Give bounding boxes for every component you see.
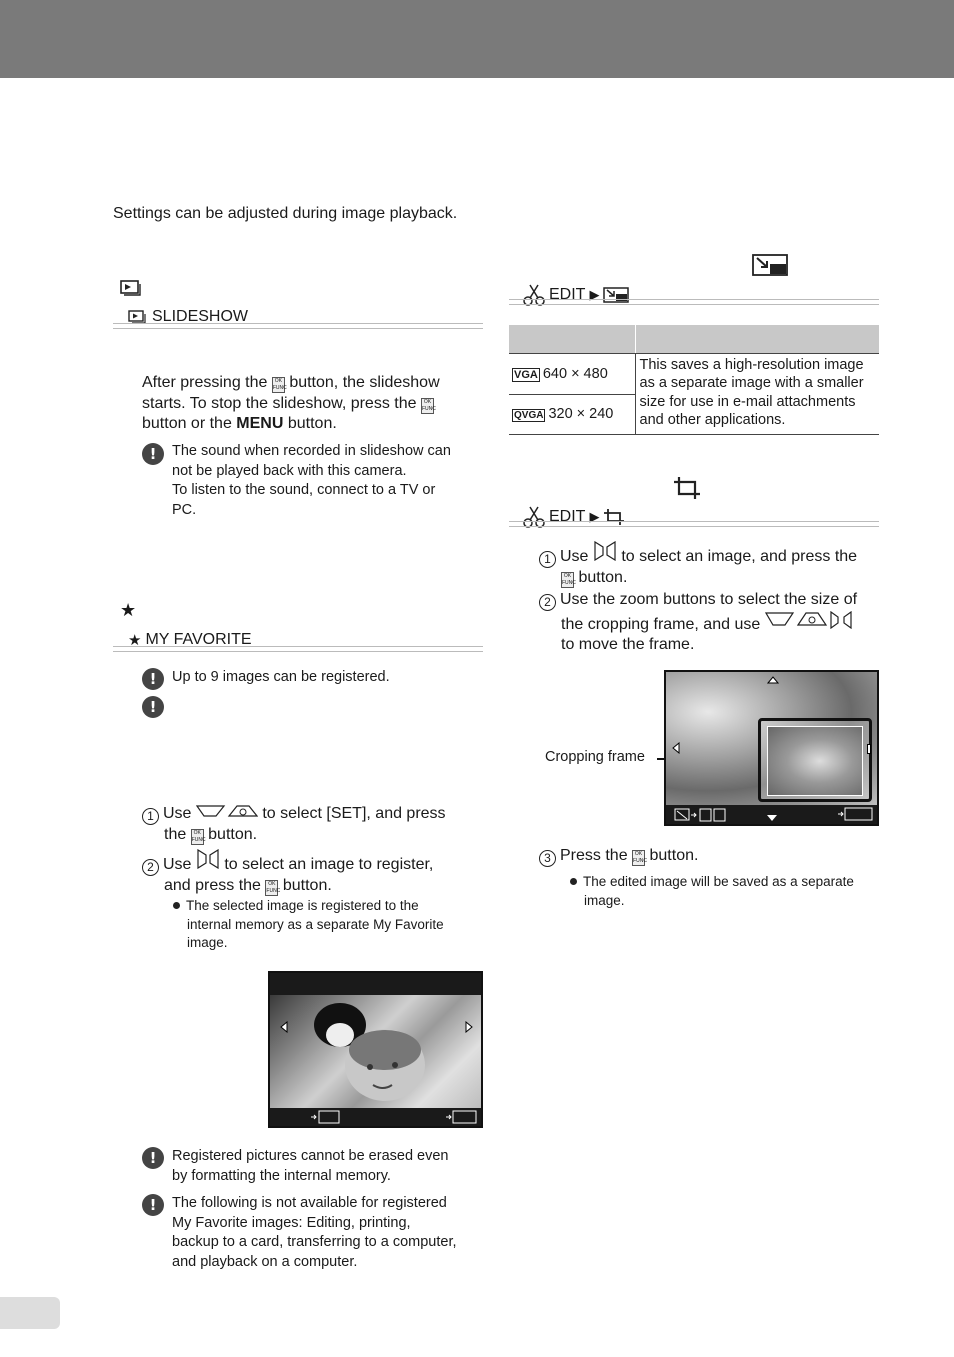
favorite-photo bbox=[270, 995, 481, 1108]
warning-icon: ! bbox=[142, 443, 164, 465]
left-arrow-icon bbox=[672, 742, 680, 754]
ok-button-icon: OK FUNC bbox=[562, 572, 576, 586]
favorite-step-1: 1 Use to select [SET], and press the OK FUNC button. bbox=[142, 804, 482, 845]
crop-rule bbox=[509, 521, 879, 527]
ok-button-icon: OK FUNC bbox=[191, 829, 206, 843]
vga-icon: VGA bbox=[514, 368, 538, 381]
resize-menu-label: EDIT ▶ bbox=[523, 284, 629, 306]
slideshow-menu-label: SLIDESHOW bbox=[128, 308, 248, 326]
favorite-rule bbox=[113, 646, 483, 652]
photo-illustration bbox=[270, 995, 481, 1108]
screen-bottom-bar bbox=[270, 1108, 481, 1126]
four-way-arrow-buttons-icon bbox=[765, 611, 853, 629]
favorite-step-2: 2 Use to select an image to register, and press the OK FUNC button. bbox=[142, 849, 487, 896]
menu-word: MENU bbox=[236, 415, 284, 432]
crop-step-3: 3 Press the OK FUNC button. bbox=[539, 846, 884, 867]
zoom-crop-icon bbox=[674, 808, 730, 822]
step-number: 2 bbox=[539, 594, 556, 611]
left-arrow-icon bbox=[280, 1021, 288, 1033]
bullet-icon bbox=[570, 878, 577, 885]
crop-step-2: 2 Use the zoom buttons to select the size of the cropping frame, and use to move the frame. bbox=[539, 590, 884, 656]
favorite-note-1: Up to 9 images can be registered. bbox=[172, 669, 390, 685]
ok-button-icon: OK FUNC bbox=[266, 880, 281, 894]
header-bar bbox=[0, 0, 954, 78]
favorite-heading-star-icon: ★ bbox=[120, 600, 137, 620]
resize-table bbox=[509, 325, 879, 435]
warning-icon: ! bbox=[142, 1194, 164, 1216]
screen-bottom-bar bbox=[666, 805, 877, 824]
cropping-frame-callout: Cropping frame bbox=[545, 749, 645, 765]
step-number: 1 bbox=[539, 551, 556, 568]
ok-button-icon: OK FUNC bbox=[633, 851, 647, 864]
slideshow-steps: After pressing the OK FUNC button, the slideshow starts. To stop the slideshow, press the OK FUNC button or the MENU button. bbox=[142, 374, 440, 432]
up-down-arrow-buttons-icon bbox=[196, 804, 258, 818]
crop-bullet: The edited image will be saved as a separate image. bbox=[570, 873, 880, 910]
cropping-frame-inner bbox=[767, 726, 863, 796]
warning-icon: ! bbox=[142, 696, 164, 718]
crop-heading-icon bbox=[673, 476, 701, 505]
slideshow-note: The sound when recorded in slideshow can not be played back with this camera. To listen to the sound, connect to a TV or PC. bbox=[172, 443, 451, 518]
arrow-right-icon: ▶ bbox=[589, 287, 600, 302]
step-number: 2 bbox=[142, 859, 159, 876]
step-number: 1 bbox=[142, 808, 159, 825]
table-row: QVGA 320 × 240 bbox=[509, 395, 879, 435]
right-handle-icon bbox=[867, 744, 871, 754]
arrow-right-icon: ▶ bbox=[589, 509, 600, 524]
warning-icon: ! bbox=[142, 1147, 164, 1169]
favorite-note-3: The following is not available for registered My Favorite images: Editing, printing, backup to a card, transferring to a computer, and playback on a computer. bbox=[172, 1195, 457, 1270]
resize-heading-icon bbox=[752, 254, 788, 281]
slideshow-rule bbox=[113, 323, 483, 329]
favorite-menu-label: ★ MY FAVORITE bbox=[128, 631, 252, 649]
ok-button-icon: OK FUNC bbox=[272, 378, 287, 391]
qvga-icon: QVGA bbox=[514, 410, 544, 422]
favorite-camera-screen bbox=[268, 971, 483, 1128]
right-arrow-icon bbox=[465, 1021, 473, 1033]
left-right-arrow-buttons-icon bbox=[196, 849, 220, 869]
cropping-frame bbox=[758, 718, 872, 802]
favorite-note-2: Registered pictures cannot be erased even by formatting the internal memory. bbox=[172, 1148, 449, 1184]
crop-step-1: 1 Use to select an image, and press the OK FUNC button. bbox=[539, 541, 884, 588]
crop-menu-label: EDIT ▶ bbox=[523, 506, 625, 528]
screen-top-bar bbox=[270, 973, 481, 995]
slideshow-heading-icon bbox=[120, 279, 144, 302]
intro-text: Settings can be adjusted during image playback. bbox=[113, 205, 458, 222]
table-row: VGA 640 × 480 This saves a high-resolution image as a separate image with a smaller size for use in e-mail attachments and other applications. bbox=[509, 353, 879, 395]
down-arrow-icon bbox=[766, 814, 778, 822]
bullet-icon bbox=[173, 902, 180, 909]
star-icon: ★ bbox=[128, 632, 142, 649]
step-number: 3 bbox=[539, 850, 556, 867]
table-header-row bbox=[509, 325, 879, 353]
crop-camera-screen bbox=[664, 670, 879, 826]
favorite-bullet: The selected image is registered to the internal memory as a separate My Favorite image. bbox=[173, 897, 483, 953]
ok-softkey-icon bbox=[445, 1110, 477, 1124]
up-arrow-icon bbox=[767, 676, 779, 684]
warning-icon: ! bbox=[142, 668, 164, 690]
ok-button-icon: OK FUNC bbox=[421, 398, 436, 412]
page-number-tab bbox=[0, 1297, 60, 1329]
resize-rule bbox=[509, 299, 879, 305]
back-button-icon bbox=[310, 1110, 340, 1124]
left-right-arrow-buttons-icon bbox=[593, 541, 617, 561]
ok-softkey-icon bbox=[837, 807, 873, 821]
